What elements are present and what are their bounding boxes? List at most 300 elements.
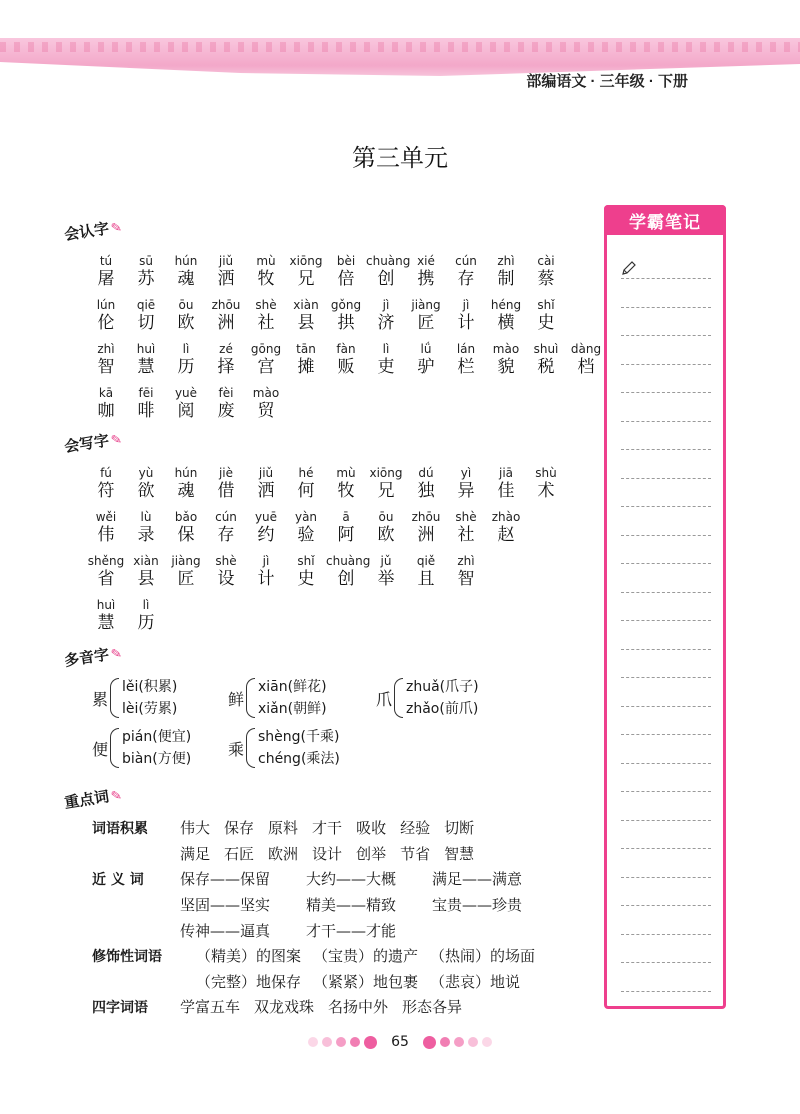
- pinyin: hé: [298, 466, 314, 480]
- hanzi: 计: [257, 569, 275, 589]
- pinyin: huì: [136, 342, 156, 356]
- hanzi: 阅: [177, 401, 195, 421]
- hanzi: 匠: [177, 569, 195, 589]
- char-cell: [126, 466, 166, 502]
- char-cell: [526, 298, 566, 334]
- pinyin: gǒng: [330, 298, 362, 312]
- decor-dot: [440, 1037, 450, 1047]
- char-cell: [326, 254, 366, 290]
- notes-title: 学霸笔记: [604, 205, 726, 235]
- page-title: 第三单元: [352, 144, 448, 172]
- vocab-word: （宝贵）的遗产: [313, 947, 419, 965]
- hanzi: 蔡: [537, 269, 555, 289]
- pinyin: shǐ: [537, 298, 555, 312]
- pinyin: jì: [262, 554, 270, 568]
- pinyin: zé: [219, 342, 233, 356]
- pinyin: tú: [99, 254, 113, 268]
- char-cell: [406, 342, 446, 378]
- vocab-word: 宝贵——珍贵: [432, 896, 523, 914]
- hanzi: 择: [217, 357, 235, 377]
- hanzi: 计: [457, 313, 475, 333]
- hanzi: 驴: [417, 357, 435, 377]
- hanzi: 貌: [497, 357, 515, 377]
- pen-mark-icon: ✎: [109, 646, 124, 663]
- hanzi: 洲: [217, 313, 235, 333]
- hanzi: 啡: [137, 401, 155, 421]
- hanzi: 横: [497, 313, 515, 333]
- vocab-word: 保存: [224, 819, 255, 837]
- notes-line: [621, 421, 711, 422]
- char-cell: [566, 342, 606, 378]
- hanzi: 欧: [177, 313, 195, 333]
- char-row: [86, 510, 526, 546]
- char-cell: [166, 386, 206, 422]
- vocab-word: 名扬中外: [328, 998, 389, 1016]
- hanzi: 贸: [257, 401, 275, 421]
- hanzi: 且: [417, 569, 435, 589]
- char-cell: [126, 298, 166, 334]
- char-cell: [326, 554, 371, 590]
- pinyin: mào: [252, 386, 280, 400]
- hanzi: 社: [257, 313, 275, 333]
- pinyin: ā: [342, 510, 350, 524]
- hanzi: 佳: [497, 481, 515, 501]
- hanzi: 术: [537, 481, 555, 501]
- hanzi: 摊: [297, 357, 315, 377]
- char-cell: [246, 342, 286, 378]
- char-cell: [486, 298, 526, 334]
- vocab-word: （热闹）的场面: [430, 947, 536, 965]
- brace-icon: [110, 728, 119, 768]
- pinyin: jiè: [218, 466, 234, 480]
- char-cell: [166, 254, 206, 290]
- pinyin: zhì: [497, 254, 515, 268]
- char-cell: [486, 466, 526, 502]
- pinyin: fēi: [138, 386, 154, 400]
- header-stripe: [0, 42, 800, 52]
- hanzi: 倍: [337, 269, 355, 289]
- hanzi: 省: [97, 569, 115, 589]
- notes-line: [621, 506, 711, 507]
- char-cell: [406, 254, 446, 290]
- notes-line: [621, 563, 711, 564]
- pinyin: jì: [462, 298, 470, 312]
- char-cell: [166, 342, 206, 378]
- hanzi: 宫: [257, 357, 275, 377]
- pinyin: mào: [492, 342, 520, 356]
- char-cell: [486, 510, 526, 546]
- hanzi: 兄: [297, 269, 315, 289]
- char-cell: [166, 298, 206, 334]
- hanzi: 匠: [417, 313, 435, 333]
- char-cell: [366, 466, 406, 502]
- char-cell: [406, 554, 446, 590]
- section-title-recognize: 会认字✎: [63, 219, 124, 245]
- pinyin: lún: [96, 298, 116, 312]
- char-cell: [366, 298, 406, 334]
- header-book-info: 部编语文 · 三年级 · 下册: [526, 73, 688, 90]
- vocab-line: [180, 920, 432, 941]
- pen-mark-icon: ✎: [109, 220, 124, 237]
- vocab-line: [180, 868, 558, 889]
- vocab-word: 欧洲: [268, 845, 299, 863]
- hanzi: 赵: [497, 525, 515, 545]
- pinyin: shè: [215, 554, 237, 568]
- notes-line: [621, 307, 711, 308]
- char-cell: [406, 298, 446, 334]
- char-row: [86, 598, 166, 634]
- hanzi: 制: [497, 269, 515, 289]
- hanzi: 存: [217, 525, 235, 545]
- hanzi: 借: [217, 481, 235, 501]
- hanzi: 牧: [257, 269, 275, 289]
- pinyin: mù: [336, 466, 356, 480]
- hanzi: 异: [457, 481, 475, 501]
- vocab-word: 智慧: [444, 845, 475, 863]
- pinyin: chuàng: [326, 554, 371, 568]
- hanzi: 智: [457, 569, 475, 589]
- hanzi: 吏: [377, 357, 395, 377]
- hanzi: 苏: [137, 269, 155, 289]
- notes-line: [621, 677, 711, 678]
- char-cell: [286, 254, 326, 290]
- pinyin: yù: [138, 466, 154, 480]
- pinyin: jiàng: [171, 554, 201, 568]
- char-cell: [206, 510, 246, 546]
- char-cell: [326, 466, 366, 502]
- decor-dot: [336, 1037, 346, 1047]
- polyphone-char: 鲜: [228, 689, 245, 709]
- char-cell: [86, 598, 126, 634]
- decor-dot: [482, 1037, 492, 1047]
- char-cell: [446, 342, 486, 378]
- char-cell: [126, 598, 166, 634]
- hanzi: 欲: [137, 481, 155, 501]
- char-cell: [206, 298, 246, 334]
- char-cell: [326, 510, 366, 546]
- hanzi: 欧: [377, 525, 395, 545]
- pinyin: lì: [382, 342, 390, 356]
- polyphone-item: [92, 726, 191, 770]
- pinyin: xiàn: [133, 554, 159, 568]
- decor-dot: [454, 1037, 464, 1047]
- notes-line: [621, 620, 711, 621]
- char-cell: [86, 510, 126, 546]
- char-cell: [246, 254, 286, 290]
- notes-line: [621, 335, 711, 336]
- pinyin: jiàng: [411, 298, 441, 312]
- vocab-word: 吸收: [356, 819, 387, 837]
- hanzi: 栏: [457, 357, 475, 377]
- pinyin: zhì: [97, 342, 115, 356]
- vocab-word: 创举: [356, 845, 387, 863]
- notes-line: [621, 877, 711, 878]
- pinyin: huì: [96, 598, 116, 612]
- polyphone-item: [228, 726, 340, 770]
- polyphone-reading: lèi(劳累): [122, 701, 178, 717]
- char-row: [86, 554, 486, 590]
- polyphone-reading: biàn(方便): [122, 751, 192, 767]
- vocab-line: [180, 996, 476, 1017]
- pinyin: xiōng: [289, 254, 323, 268]
- pinyin: xiàn: [293, 298, 319, 312]
- char-cell: [86, 298, 126, 334]
- pinyin: shè: [255, 298, 277, 312]
- char-cell: [126, 342, 166, 378]
- vocab-label-synonyms: 近 义 词: [92, 872, 144, 888]
- char-cell: [286, 554, 326, 590]
- pinyin: tān: [296, 342, 316, 356]
- section-title-polyphone: 多音字✎: [63, 645, 124, 671]
- char-cell: [366, 254, 411, 290]
- hanzi: 切: [137, 313, 155, 333]
- pinyin: yàn: [294, 510, 318, 524]
- pinyin: yuē: [254, 510, 278, 524]
- brace-icon: [110, 678, 119, 718]
- vocab-line: [196, 945, 547, 966]
- notes-line: [621, 592, 711, 593]
- polyphone-char: 乘: [228, 739, 245, 759]
- page-number: 65: [391, 1034, 409, 1050]
- pinyin: shuì: [533, 342, 559, 356]
- char-cell: [526, 466, 566, 502]
- vocab-word: 原料: [268, 819, 299, 837]
- char-cell: [246, 386, 286, 422]
- vocab-word: 才干: [312, 819, 343, 837]
- char-cell: [366, 510, 406, 546]
- char-cell: [446, 466, 486, 502]
- char-cell: [446, 510, 486, 546]
- pinyin: fàn: [336, 342, 356, 356]
- char-cell: [206, 554, 246, 590]
- vocab-label-idioms: 四字词语: [92, 1000, 148, 1016]
- pinyin: mù: [256, 254, 276, 268]
- char-cell: [126, 510, 166, 546]
- polyphone-reading: shèng(千乘): [258, 729, 340, 745]
- pinyin: cún: [455, 254, 477, 268]
- vocab-word: 保存——保留: [180, 870, 271, 888]
- char-row: [86, 466, 566, 502]
- pinyin: héng: [490, 298, 522, 312]
- vocab-label-modifiers: 修饰性词语: [92, 949, 162, 965]
- pinyin: jǔ: [380, 554, 392, 568]
- char-cell: [166, 510, 206, 546]
- pinyin: sū: [139, 254, 153, 268]
- decor-dot: [350, 1037, 360, 1047]
- vocab-word: 满足: [180, 845, 211, 863]
- hanzi: 拱: [337, 313, 355, 333]
- pinyin: qiē: [136, 298, 156, 312]
- vocab-word: 设计: [312, 845, 343, 863]
- char-cell: [86, 554, 126, 590]
- pinyin: shè: [455, 510, 477, 524]
- hanzi: 县: [297, 313, 315, 333]
- hanzi: 魂: [177, 481, 195, 501]
- section-title-write: 会写字✎: [63, 431, 124, 457]
- pinyin: lì: [142, 598, 150, 612]
- char-cell: [526, 342, 566, 378]
- decor-dot: [322, 1037, 332, 1047]
- vocab-word: 石匠: [224, 845, 255, 863]
- hanzi: 兄: [377, 481, 395, 501]
- char-cell: [446, 298, 486, 334]
- pinyin: ōu: [178, 298, 194, 312]
- polyphone-reading: xiǎn(朝鲜): [258, 701, 327, 717]
- brace-icon: [246, 678, 255, 718]
- pinyin: zhì: [457, 554, 475, 568]
- pinyin: bǎo: [174, 510, 198, 524]
- hanzi: 咖: [97, 401, 115, 421]
- hanzi: 洒: [217, 269, 235, 289]
- pinyin: zhōu: [411, 510, 441, 524]
- pinyin: lǘ: [420, 342, 432, 356]
- vocab-word: 大约——大概: [306, 870, 397, 888]
- polyphone-char: 累: [92, 689, 109, 709]
- pinyin: xiōng: [369, 466, 403, 480]
- char-cell: [166, 466, 206, 502]
- vocab-word: 伟大: [180, 819, 211, 837]
- polyphone-item: [376, 676, 479, 720]
- char-cell: [126, 554, 166, 590]
- polyphone-item: [228, 676, 327, 720]
- hanzi: 洒: [257, 481, 275, 501]
- vocab-word: 经验: [400, 819, 431, 837]
- pinyin: shù: [535, 466, 557, 480]
- hanzi: 县: [137, 569, 155, 589]
- vocab-word: （精美）的图案: [196, 947, 302, 965]
- pinyin: shǐ: [297, 554, 315, 568]
- pencil-icon: [621, 260, 637, 276]
- pinyin: dú: [418, 466, 434, 480]
- hanzi: 史: [537, 313, 555, 333]
- notes-line: [621, 962, 711, 963]
- notes-line: [621, 763, 711, 764]
- pen-mark-icon: ✎: [109, 788, 124, 805]
- hanzi: 档: [577, 357, 595, 377]
- char-row: [86, 386, 286, 422]
- polyphone-reading: zhuǎ(爪子): [406, 679, 479, 695]
- hanzi: 独: [417, 481, 435, 501]
- hanzi: 废: [217, 401, 235, 421]
- pinyin: bèi: [336, 254, 356, 268]
- brace-icon: [394, 678, 403, 718]
- char-cell: [246, 554, 286, 590]
- notes-panel: [604, 205, 726, 1009]
- pinyin: jiǔ: [258, 466, 274, 480]
- section-title-keywords: 重点词✎: [63, 787, 124, 813]
- pinyin: yuè: [174, 386, 198, 400]
- notes-line: [621, 478, 711, 479]
- hanzi: 社: [457, 525, 475, 545]
- char-cell: [126, 386, 166, 422]
- hanzi: 魂: [177, 269, 195, 289]
- hanzi: 符: [97, 481, 115, 501]
- hanzi: 史: [297, 569, 315, 589]
- char-cell: [366, 342, 406, 378]
- notes-line: [621, 535, 711, 536]
- pinyin: ōu: [378, 510, 394, 524]
- hanzi: 历: [177, 357, 195, 377]
- hanzi: 伟: [97, 525, 115, 545]
- pinyin: gōng: [250, 342, 282, 356]
- pinyin: lì: [182, 342, 190, 356]
- notes-line: [621, 392, 711, 393]
- decor-dot: [364, 1036, 377, 1049]
- char-row: [86, 298, 566, 334]
- pinyin: kā: [98, 386, 114, 400]
- char-cell: [206, 466, 246, 502]
- vocab-line: [180, 817, 488, 838]
- hanzi: 牧: [337, 481, 355, 501]
- hanzi: 屠: [97, 269, 115, 289]
- char-cell: [366, 554, 406, 590]
- hanzi: 约: [257, 525, 275, 545]
- hanzi: 创: [337, 569, 355, 589]
- vocab-word: 切断: [444, 819, 475, 837]
- pinyin: chuàng: [366, 254, 411, 268]
- pinyin: lán: [456, 342, 476, 356]
- pinyin: shěng: [87, 554, 125, 568]
- vocab-word: 传神——逼真: [180, 922, 271, 940]
- hanzi: 慧: [97, 613, 115, 633]
- vocab-word: （悲哀）地说: [430, 973, 521, 991]
- polyphone-reading: xiān(鲜花): [258, 679, 327, 695]
- page-footer: [0, 1034, 800, 1050]
- decor-dot: [468, 1037, 478, 1047]
- char-cell: [206, 386, 246, 422]
- vocab-word: 才干——才能: [306, 922, 397, 940]
- hanzi: 历: [137, 613, 155, 633]
- vocab-word: 形态各异: [402, 998, 463, 1016]
- vocab-word: 学富五车: [180, 998, 241, 1016]
- hanzi: 创: [377, 269, 395, 289]
- vocab-line: [180, 843, 488, 864]
- char-cell: [446, 554, 486, 590]
- char-cell: [206, 254, 246, 290]
- hanzi: 举: [377, 569, 395, 589]
- vocab-line: [180, 894, 558, 915]
- notes-line: [621, 449, 711, 450]
- pen-mark-icon: ✎: [109, 432, 124, 449]
- hanzi: 保: [177, 525, 195, 545]
- hanzi: 何: [297, 481, 315, 501]
- hanzi: 济: [377, 313, 395, 333]
- pinyin: wěi: [95, 510, 117, 524]
- hanzi: 阿: [337, 525, 355, 545]
- char-cell: [526, 254, 566, 290]
- notes-line: [621, 848, 711, 849]
- vocab-word: （紧紧）地包裹: [313, 973, 419, 991]
- char-cell: [126, 254, 166, 290]
- pinyin: fú: [100, 466, 112, 480]
- char-cell: [166, 554, 206, 590]
- pinyin: cún: [215, 510, 237, 524]
- hanzi: 录: [137, 525, 155, 545]
- char-row: [86, 342, 606, 378]
- char-cell: [246, 466, 286, 502]
- notes-line: [621, 734, 711, 735]
- char-cell: [246, 510, 286, 546]
- char-cell: [406, 510, 446, 546]
- notes-line: [621, 649, 711, 650]
- pinyin: hún: [174, 466, 198, 480]
- vocab-word: 精美——精致: [306, 896, 397, 914]
- char-row: [86, 254, 566, 290]
- pinyin: jiā: [498, 466, 514, 480]
- pinyin: cài: [537, 254, 555, 268]
- hanzi: 洲: [417, 525, 435, 545]
- notes-line: [621, 905, 711, 906]
